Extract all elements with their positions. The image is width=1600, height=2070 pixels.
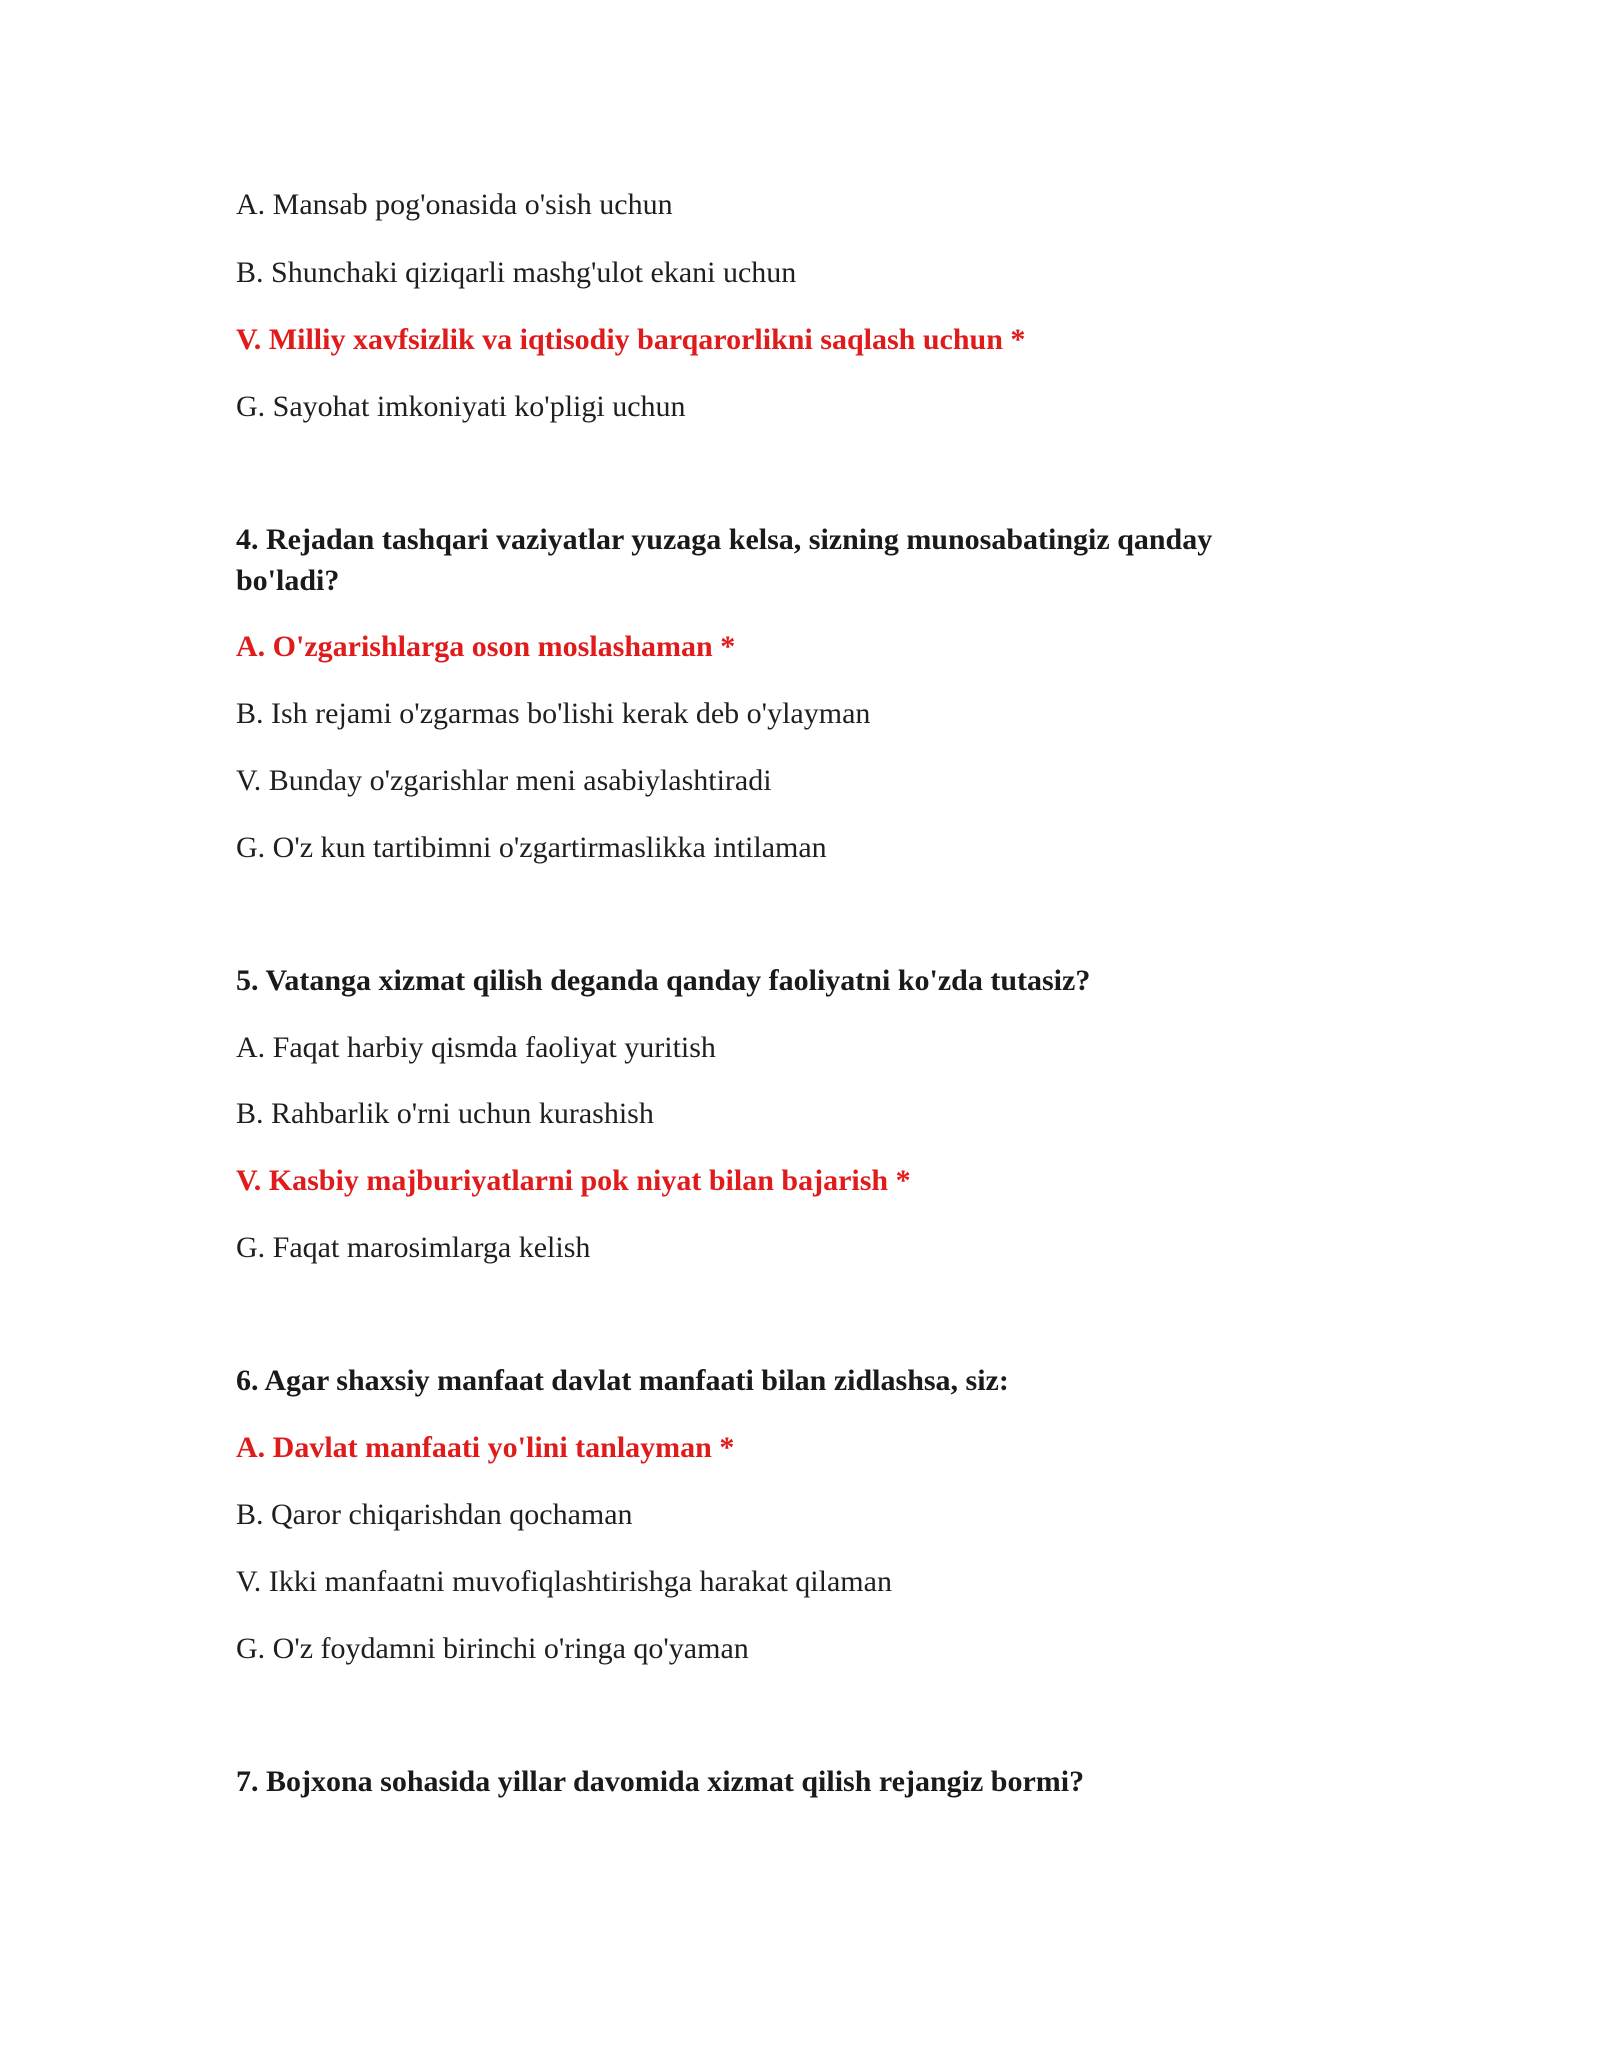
q3-option-g: G. Sayohat imkoniyati ko'pligi uchun (236, 390, 686, 423)
q3-option-a: A. Mansab pog'onasida o'sish uchun (236, 188, 673, 221)
q4-option-b: B. Ish rejami o'zgarmas bo'lishi kerak deb o'ylayman (236, 697, 871, 730)
q4-option-g: G. O'z kun tartibimni o'zgartirmaslikka intilaman (236, 831, 827, 864)
q6-option-a-correct: A. Davlat manfaati yo'lini tanlayman * (236, 1431, 735, 1464)
q7-question: 7. Bojxona sohasida yillar davomida xizmat qilish rejangiz bormi? (236, 1765, 1085, 1798)
q6-option-v: V. Ikki manfaatni muvofiqlashtirishga harakat qilaman (236, 1565, 892, 1598)
q5-option-a: A. Faqat harbiy qismda faoliyat yuritish (236, 1031, 716, 1064)
q4-question: 4. Rejadan tashqari vaziyatlar yuzaga kelsa, sizning munosabatingiz qanday bo'ladi? (236, 523, 1213, 597)
q5-option-b: B. Rahbarlik o'rni uchun kurashish (236, 1097, 654, 1130)
q5-option-v-correct: V. Kasbiy majburiyatlarni pok niyat bilan bajarish * (236, 1164, 911, 1197)
q5-option-g: G. Faqat marosimlarga kelish (236, 1231, 591, 1264)
q6-question: 6. Agar shaxsiy manfaat davlat manfaati bilan zidlashsa, siz: (236, 1364, 1009, 1397)
q5-question: 5. Vatanga xizmat qilish deganda qanday faoliyatni ko'zda tutasiz? (236, 964, 1091, 997)
q4-option-a-correct: A. O'zgarishlarga oson moslashaman * (236, 630, 736, 663)
q4-option-v: V. Bunday o'zgarishlar meni asabiylashtiradi (236, 764, 772, 797)
q6-option-g: G. O'z foydamni birinchi o'ringa qo'yaman (236, 1632, 749, 1665)
q3-option-b: B. Shunchaki qiziqarli mashg'ulot ekani uchun (236, 256, 797, 289)
q6-option-b: B. Qaror chiqarishdan qochaman (236, 1498, 633, 1531)
q3-option-v-correct: V. Milliy xavfsizlik va iqtisodiy barqarorlikni saqlash uchun * (236, 323, 1026, 356)
